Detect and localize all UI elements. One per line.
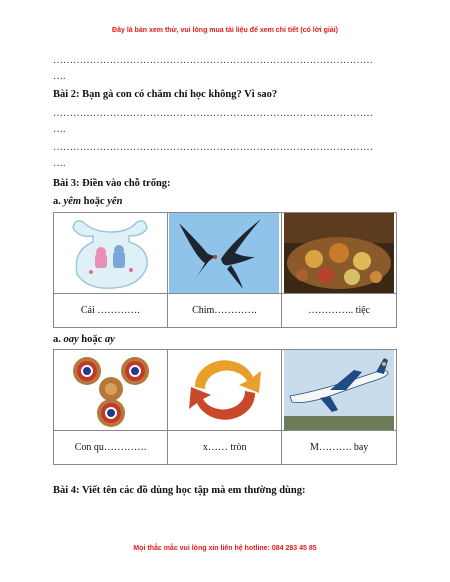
image-cell: [54, 350, 168, 431]
bai3-title: Bài 3: Điền vào chỗ trống:: [53, 178, 171, 189]
image-cell: [282, 350, 397, 431]
bai3-part-b: [53, 334, 115, 345]
joiner: hoặc: [81, 196, 108, 207]
answer-line: ……………………………………………………………………………………: [53, 55, 373, 66]
option-oay: oay: [63, 334, 79, 345]
top-banner: Đây là bản xem thử, vui lòng mua tài liệu để xem chi tiết (có lời giải): [112, 27, 338, 34]
image-cell: [54, 213, 168, 294]
answer-line-end: ….: [53, 71, 66, 82]
caption-cell: [54, 431, 168, 465]
airplane-image: [284, 350, 394, 430]
caption-banquet: ………….. tiệc: [308, 305, 371, 316]
image-cell: [168, 350, 282, 431]
part-prefix: a.: [53, 334, 64, 345]
caption-cell: [54, 294, 168, 328]
fidget-spinner-image: [61, 351, 161, 429]
caption-cell: [168, 431, 282, 465]
exercise-table-2: [53, 349, 397, 465]
swallow-birds-image: [169, 213, 279, 293]
answer-line: ……………………………………………………………………………………: [53, 142, 373, 153]
caption-cell: [167, 294, 282, 328]
caption-spinner: Con qu………….: [74, 442, 147, 453]
banquet-food-image: [284, 213, 394, 293]
caption-swallow: Chim………….: [192, 305, 257, 316]
caption-airplane: M………. bay: [309, 442, 369, 453]
bottom-banner: Mọi thắc mắc vui lòng xin liên hệ hotline: 084 283 45 85: [133, 545, 317, 552]
option-yen: yên: [107, 196, 123, 207]
bai3-part-a: [53, 196, 122, 207]
bai4-title: Bài 4: Viết tên các đồ dùng học tập mà em thường dùng:: [53, 485, 306, 496]
caption-arrows: x…… tròn: [202, 442, 247, 453]
option-yem: yêm: [63, 196, 81, 207]
caption-cell: [282, 431, 397, 465]
baby-bib-image: [63, 214, 158, 292]
answer-line: ……………………………………………………………………………………: [53, 108, 373, 119]
option-ay: ay: [104, 334, 115, 345]
exercise-table-1: [53, 212, 397, 328]
caption-bib: Cái ………….: [80, 305, 140, 316]
image-cell: [282, 213, 397, 294]
part-prefix: a.: [53, 196, 64, 207]
caption-cell: [282, 294, 397, 328]
answer-line-end: ….: [53, 124, 66, 135]
bai2-title: Bài 2: Bạn gà con có chăm chỉ học không? Vì sao?: [53, 89, 278, 100]
image-cell: [167, 213, 282, 294]
joiner: hoặc: [78, 334, 105, 345]
circular-arrows-image: [175, 351, 275, 429]
answer-line-end: ….: [53, 158, 66, 169]
